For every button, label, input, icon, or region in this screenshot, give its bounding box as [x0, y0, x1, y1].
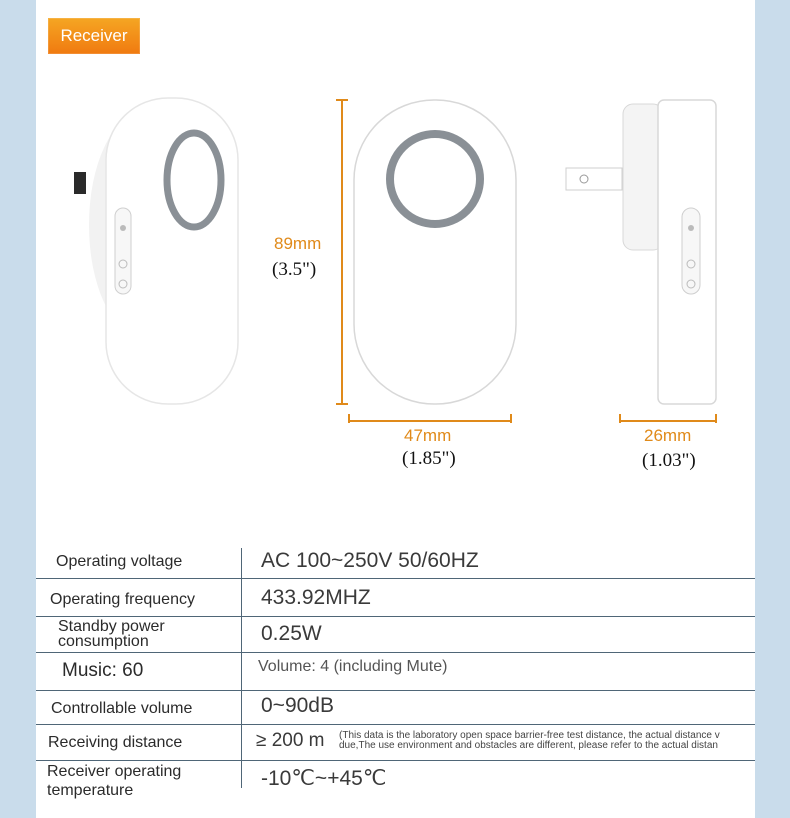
- depth-in-label: (1.03"): [642, 450, 696, 471]
- spec-row-frequency: Operating frequency 433.92MHZ: [36, 578, 755, 617]
- width-in-label: (1.85"): [402, 448, 456, 469]
- distance-note-line1: (This data is the laboratory open space barrier-free test distance, the actual distance v: [339, 730, 720, 741]
- receiver-side-view: [566, 100, 716, 423]
- plug-housing: [623, 104, 663, 250]
- spec-row-distance: Receiving distance ≥ 200 m (This data is the laboratory open space barrier-free test distance, the actual distance v due,The use environment and obstacles are different, please refer to the actual distan: [36, 724, 755, 761]
- light-icon: [120, 225, 126, 231]
- height-in-label: (3.5"): [272, 259, 317, 280]
- side-plug-prong-icon: [566, 168, 622, 190]
- height-mm-label: 89mm: [274, 234, 322, 253]
- spec-row-standby: Standby power consumption 0.25W: [36, 616, 755, 653]
- width-mm-label: 47mm: [404, 426, 452, 445]
- receiver-front-body: [354, 100, 516, 404]
- spec-row-volume: Controllable volume 0~90dB: [36, 690, 755, 725]
- receiver-front-view: [336, 100, 516, 423]
- plug-prong-icon: [74, 172, 86, 194]
- side-buttons: [115, 208, 131, 294]
- product-panel: [36, 0, 755, 818]
- spec-row-music: Music: 60 Volume: 4 (including Mute): [36, 652, 755, 691]
- distance-note-line2: due,The use environment and obstacles are different, please refer to the actual distan: [339, 740, 718, 751]
- spec-row-voltage: Operating voltage AC 100~250V 50/60HZ: [36, 545, 755, 579]
- spec-row-temperature: Receiver operating temperature -10℃~+45℃: [47, 763, 387, 799]
- receiver-badge: Receiver: [48, 18, 140, 54]
- depth-mm-label: 26mm: [644, 426, 692, 445]
- receiver-angled-view: [74, 98, 238, 404]
- side-view-buttons: [682, 208, 700, 294]
